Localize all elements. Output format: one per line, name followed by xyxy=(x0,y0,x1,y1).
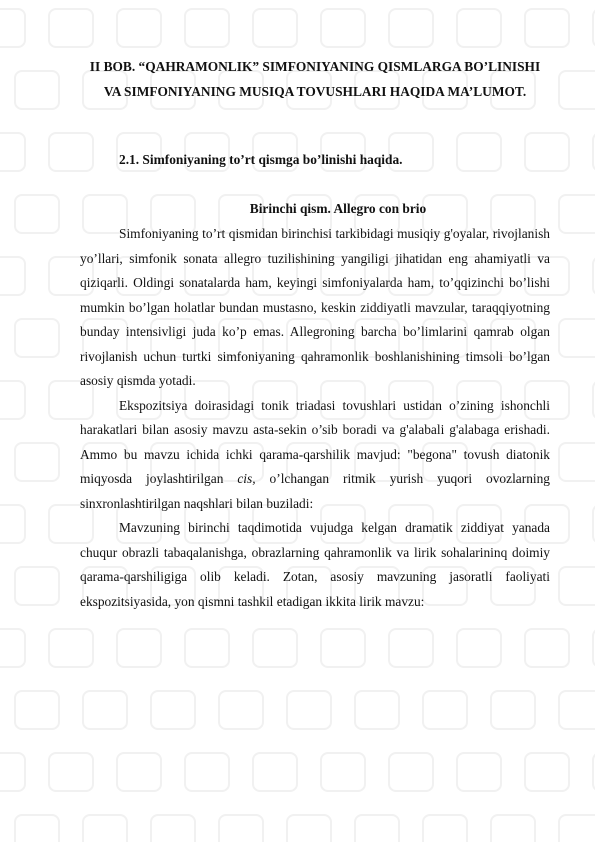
paragraph-2-part-b: o’lchangan ritmik yurish yuqori ovozlarning sinxronlashtirilgan naqshlari bilan buziladi: xyxy=(80,471,551,511)
chapter-title: II BOB. “QAHRAMONLIK” SIMFONIYANING QISMLARGA BO’LINISHI VA SIMFONIYANING MUSIQA TOVUSHLARI HAQIDA MA’LUMOT. xyxy=(89,59,541,99)
paragraph-2 xyxy=(80,394,550,517)
italic-note: cis, xyxy=(237,471,256,486)
body-text xyxy=(80,222,550,614)
paragraph-3: Mavzuning birinchi taqdimotida vujudga kelgan dramatik ziddiyat yanada chuqur obrazli tabaqalanishga, obrazlarning qahramonlik va lirik sohalarininq doimiy qarama-qarshiligiga olib keladi. Zotan, asosiy mavzuning jasoratli faoliyati ekspozitsiyasida, yon qismni tashkil etadigan ikkita lirik mavzu: xyxy=(80,520,550,609)
part-title: Birinchi qism. Allegro con brio xyxy=(249,201,427,216)
paragraph-2-part-a: Ekspozitsiya doirasidagi tonik triadasi tovushlari ustidan o’zining ishonchli harakatlari bilan asosiy mavzu asta-sekin o’sib boradi va g'alabali g'alabaga erishadi. Ammo bu mavzu ichida ichki qarama-qarshilik mavjud: "begona" tovush diatonik miqyosda joylashtirilgan xyxy=(80,397,550,486)
section-title: 2.1. Simfoniyaning to’rt qismga bo’linishi haqida. xyxy=(119,152,403,167)
paragraph-1: Simfoniyaning to’rt qismidan birinchisi tarkibidagi musiqiy g'oyalar, rivojlanish yo’llari, simfonik sonata allegro tuzilishining yangiligi jihatidan eng ahamiyatli va qiziqarli. Oldingi sonatalarda ham, keyingi simfoniyalarda ham, to’qqizinchi bo’lishi mumkin bo’lgan holatlar bundan mustasno, keskin ziddiyatli mavzular, taraqqiyotning bunday intensivligi juda ko’p emas. Allegroning barcha bo’limlarini qamrab olgan rivojlanish uchun turtki simfoniyaning qahramonlik boshlanishining timsoli bo’lgan asosiy qismda yotadi. xyxy=(80,226,550,388)
